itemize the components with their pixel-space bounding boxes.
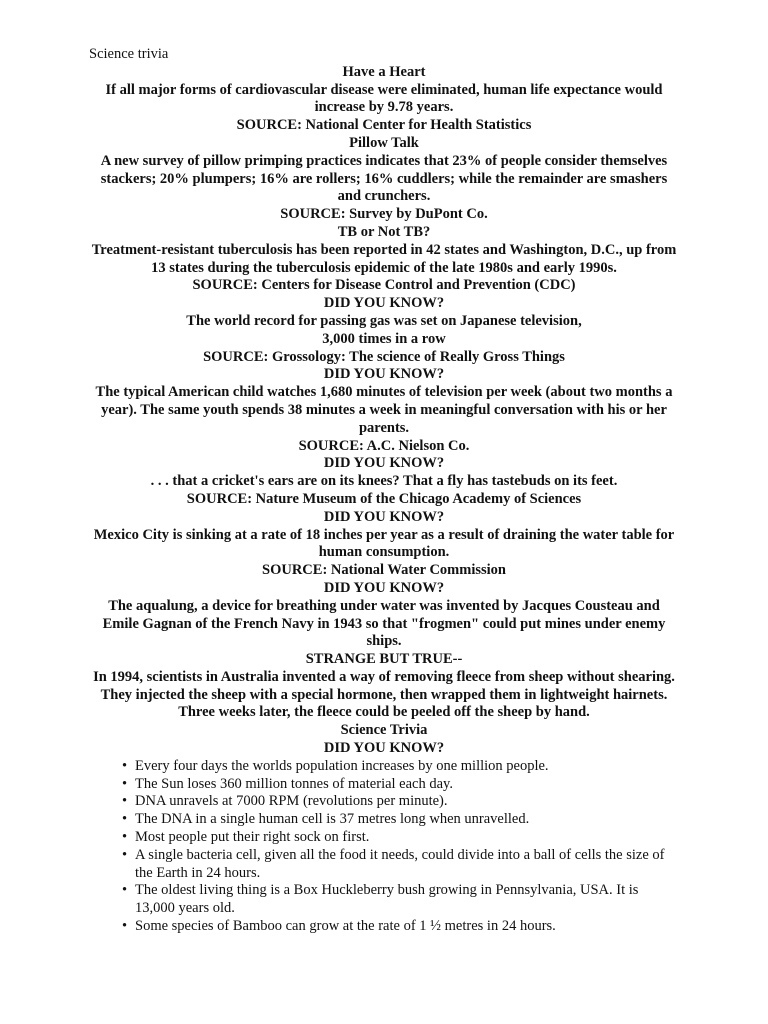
paragraph-tv-fact: The typical American child watches 1,680 minutes of television per week (about two months a year). The same youth spends 38 minutes a week in meaningful conversation with his or her parents. [95,384,673,436]
bullet-icon: • [122,757,128,774]
list-item [89,776,679,794]
paragraph-gas-fact: The world record for passing gas was set on Japanese television, [186,312,582,329]
list-item [89,918,679,936]
heading-strange-but-true: STRANGE BUT TRUE-- [305,651,463,668]
paragraph-gas-count: 3,000 times in a row [322,330,446,347]
list-item [89,811,679,829]
source-mexico: SOURCE: National Water Commission [262,562,506,579]
heading-did-you-know: DID YOU KNOW? [323,366,445,383]
heading-science-trivia: Science Trivia [340,722,428,739]
heading-did-you-know: DID YOU KNOW? [323,508,445,525]
paragraph-mexico-fact: Mexico City is sinking at a rate of 18 inches per year as a result of draining the water table for human consumption. [93,526,675,561]
list-item [89,847,679,883]
paragraph-cricket-fact: . . . that a cricket's ears are on its knees? That a fly has tastebuds on its feet. [150,473,618,490]
paragraph-pillow-fact: A new survey of pillow primping practices indicates that 23% of people consider themselves stackers; 20% plumpers; 16% are rollers; 16% cuddlers; while the remainder are smashers and crunchers. [100,152,668,205]
source-heart: SOURCE: National Center for Health Statistics [236,117,532,134]
list-item [89,758,679,776]
heading-have-a-heart: Have a Heart [342,63,426,80]
list-item-text: The DNA in a single human cell is 37 metres long when unravelled. [135,811,530,828]
source-cricket: SOURCE: Nature Museum of the Chicago Academy of Sciences [186,490,582,507]
source-pillow: SOURCE: Survey by DuPont Co. [280,206,488,223]
bullet-icon: • [122,829,128,846]
bullet-icon: • [122,811,128,828]
list-item [89,882,679,918]
paragraph-sheep-fact: In 1994, scientists in Australia invented a way of removing fleece from sheep without shearing. They injected the sheep with a special hormone, then wrapped them in lightweight hairnets. Three weeks later, the fleece could be peeled off the sheep by hand. [93,668,675,721]
heading-did-you-know: DID YOU KNOW? [323,455,445,472]
list-item-text: A single bacteria cell, given all the food it needs, could divide into a ball of cells the size of the Earth in 24 hours. [135,846,665,881]
bullet-icon: • [122,882,128,899]
heading-pillow-talk: Pillow Talk [349,134,419,151]
list-item-text: The Sun loses 360 million tonnes of material each day. [135,775,453,792]
bullet-icon: • [122,793,128,810]
paragraph-heart-fact: If all major forms of cardiovascular disease were eliminated, human life expectance would increase by 9.78 years. [105,81,663,116]
document-page [89,46,679,936]
source-tv: SOURCE: A.C. Nielson Co. [298,437,470,454]
heading-tb: TB or Not TB? [337,223,431,240]
list-item [89,829,679,847]
list-item-text: Some species of Bamboo can grow at the rate of 1 ½ metres in 24 hours. [135,918,556,935]
list-item-text: Every four days the worlds population increases by one million people. [135,757,549,774]
facts-list [89,758,679,936]
bullet-icon: • [122,918,128,935]
heading-did-you-know: DID YOU KNOW? [323,579,445,596]
list-item-text: Most people put their right sock on first. [135,829,370,846]
paragraph-aqualung-fact: The aqualung, a device for breathing under water was invented by Jacques Cousteau and Emile Gagnan of the French Navy in 1943 so that "frogmen" could put mines under enemy ships. [102,597,666,650]
list-item-text: DNA unravels at 7000 RPM (revolutions per minute). [135,793,448,810]
paragraph-tb-fact: Treatment-resistant tuberculosis has been reported in 42 states and Washington, D.C., up from 13 states during the tuberculosis epidemic of the late 1980s and early 1990s. [91,241,677,276]
bullet-icon: • [122,846,128,863]
heading-did-you-know: DID YOU KNOW? [323,295,445,312]
heading-did-you-know: DID YOU KNOW? [323,740,445,757]
bullet-icon: • [122,775,128,792]
document-title: Science trivia [89,46,169,62]
list-item-text: The oldest living thing is a Box Huckleberry bush growing in Pennsylvania, USA. It is 13,000 years old. [135,882,639,917]
source-gas: SOURCE: Grossology: The science of Really Gross Things [203,348,565,365]
source-tb: SOURCE: Centers for Disease Control and Prevention (CDC) [192,277,576,294]
list-item [89,793,679,811]
